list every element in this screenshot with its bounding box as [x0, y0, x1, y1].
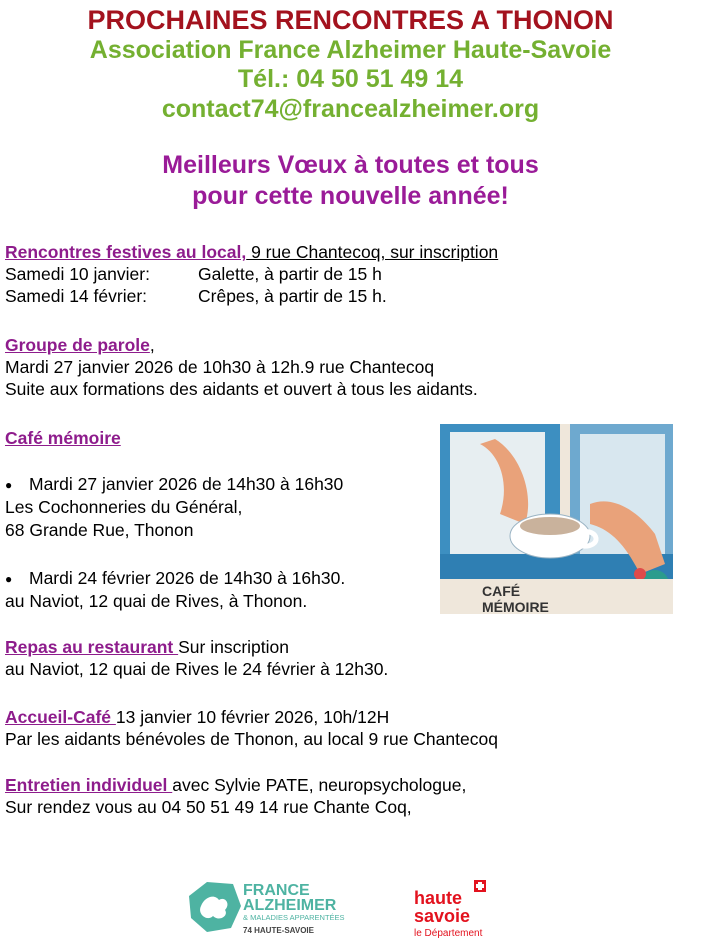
festives-row-2-text: Crêpes, à partir de 15 h.	[198, 286, 387, 306]
festives-row-1-text: Galette, à partir de 15 h	[198, 264, 382, 284]
parole-title: Groupe de parole	[5, 335, 150, 355]
cafe-item-1-line-2: Les Cochonneries du Général,	[5, 497, 243, 517]
bullet-icon: ●	[5, 477, 13, 492]
festives-row-1	[5, 264, 382, 285]
accueil-line-1: Par les aidants bénévoles de Thonon, au local 9 rue Chantecoq	[5, 729, 498, 749]
hs-line-1: haute	[414, 888, 463, 908]
cafe-title: Café mémoire	[5, 428, 121, 448]
cafe-item-1-line-3: 68 Grande Rue, Thonon	[5, 520, 194, 540]
fa-line-2: ALZHEIMER	[243, 897, 337, 914]
wishes-line-2: pour cette nouvelle année!	[192, 182, 509, 210]
cafe-image-title-2: MÉMOIRE	[482, 599, 549, 614]
accueil-heading	[5, 707, 389, 728]
entretien-title-rest: avec Sylvie PATE, neuropsychologue,	[172, 775, 467, 795]
repas-heading	[5, 637, 289, 658]
festives-title-rest: 9 rue Chantecoq, sur inscription	[246, 242, 499, 262]
cafe-heading	[5, 428, 121, 449]
email-address: contact74@francealzheimer.org	[161, 95, 540, 123]
page-title: PROCHAINES RENCONTRES A THONON	[87, 5, 614, 35]
repas-title: Repas au restaurant	[5, 637, 179, 657]
accueil-title: Accueil-Café	[5, 707, 116, 727]
cafe-item-1-text: Mardi 27 janvier 2026 de 14h30 à 16h30	[29, 474, 344, 494]
france-alzheimer-logo-icon	[185, 878, 360, 936]
entretien-line-1: Sur rendez vous au 04 50 51 49 14 rue Chante Coq,	[5, 797, 412, 817]
cafe-item-1	[5, 474, 343, 496]
cafe-item-2-text: Mardi 24 février 2026 de 14h30 à 16h30.	[29, 568, 346, 588]
repas-line-1: au Naviot, 12 quai de Rives le 24 février à 12h30.	[5, 659, 389, 679]
cafe-memoire-illustration	[440, 424, 673, 614]
festives-heading	[5, 242, 498, 263]
hs-line-2: savoie	[414, 906, 471, 926]
parole-heading	[5, 335, 155, 356]
phone-number: Tél.: 04 50 51 49 14	[237, 65, 464, 93]
cafe-item-2-line-2: au Naviot, 12 quai de Rives, à Thonon.	[5, 591, 308, 611]
festives-title: Rencontres festives au local,	[5, 242, 247, 262]
entretien-heading	[5, 775, 466, 796]
haute-savoie-logo	[412, 880, 492, 938]
festives-row-2-date: Samedi 14 février:	[5, 286, 148, 306]
fa-line-1: FRANCE	[243, 882, 310, 899]
fa-line-3: & MALADIES APPARENTÉES	[243, 913, 345, 922]
entretien-title: Entretien individuel	[5, 775, 173, 795]
repas-title-rest: Sur inscription	[178, 637, 290, 657]
france-alzheimer-logo	[185, 878, 360, 936]
cafe-image-title-1: CAFÉ	[482, 583, 521, 599]
accueil-title-rest: 13 janvier 10 février 2026, 10h/12H	[115, 707, 390, 727]
haute-savoie-logo-icon	[412, 880, 492, 938]
wishes-line-1: Meilleurs Vœux à toutes et tous	[162, 151, 539, 179]
parole-title-rest: ,	[149, 335, 155, 355]
festives-row-1-date: Samedi 10 janvier:	[5, 264, 150, 284]
fa-line-4: 74 HAUTE-SAVOIE	[243, 926, 314, 935]
cafe-item-2	[5, 568, 345, 590]
association-name: Association France Alzheimer Haute-Savoie	[89, 36, 612, 64]
parole-line-2: Suite aux formations des aidants et ouvert à tous les aidants.	[5, 379, 478, 399]
cafe-illustration-icon	[440, 424, 673, 614]
hs-line-3: le Département	[414, 928, 483, 938]
bullet-icon: ●	[5, 571, 13, 586]
festives-row-2	[5, 286, 387, 307]
parole-line-1: Mardi 27 janvier 2026 de 10h30 à 12h.9 rue Chantecoq	[5, 357, 435, 377]
